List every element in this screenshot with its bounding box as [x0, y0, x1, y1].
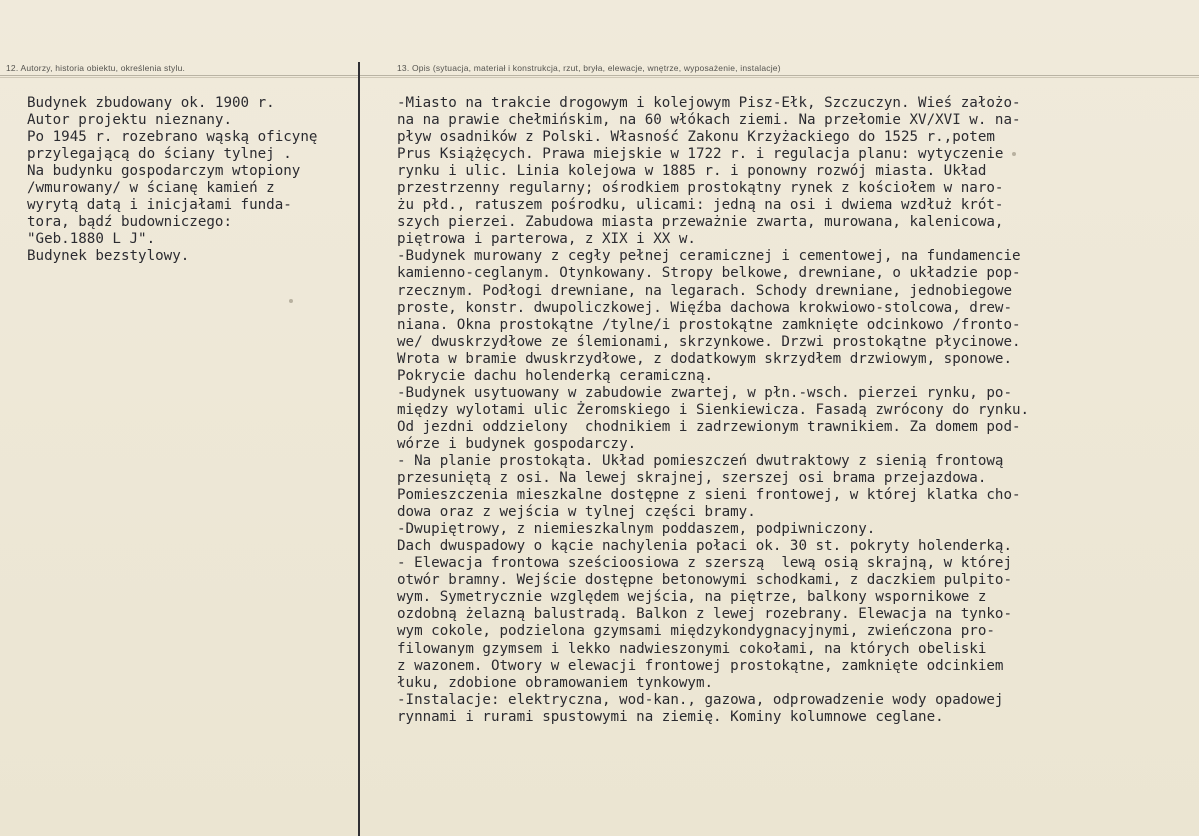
header-rule	[0, 75, 1199, 76]
paper-speck	[289, 299, 293, 303]
history-text-line: tora, bądź budowniczego:	[27, 214, 232, 231]
history-text-line: Budynek bezstylowy.	[27, 248, 190, 265]
description-text-line: pływ osadników z Polski. Własność Zakonu Krzyżackiego do 1525 r.,potem	[397, 129, 995, 146]
description-text-line: rzecznym. Podłogi drewniane, na legarach. Schody drewniane, jednobiegowe	[397, 282, 1012, 299]
description-text-line: -Budynek murowany z cegły pełnej ceramicznej i cementowej, na fundamencie	[397, 248, 1021, 265]
description-text-line: wym cokole, podzielona gzymsami międzykondygnacyjnymi, zwieńczona pro-	[397, 623, 995, 640]
description-text-line: rynku i ulic. Linia kolejowa w 1885 r. i ponowny rozwój miasta. Układ	[397, 163, 987, 180]
history-text-line: Autor projektu nieznany.	[27, 112, 232, 129]
description-text-line: piętrowa i parterowa, z XIX i XX w.	[397, 231, 696, 248]
description-text-line: Prus Książęcych. Prawa miejskie w 1722 r. i regulacja planu: wytyczenie	[397, 146, 1004, 163]
description-text-line: niana. Okna prostokątne /tylne/i prostokątne zamknięte odcinkowo /fronto-	[397, 316, 1021, 333]
description-text-line: otwór bramny. Wejście dostępne betonowymi schodkami, z daczkiem pulpito-	[397, 572, 1012, 589]
history-text-line: Budynek zbudowany ok. 1900 r.	[27, 95, 275, 111]
history-text-line: /wmurowany/ w ścianę kamień z	[27, 180, 275, 197]
description-text-line: łuku, zdobione obramowaniem tynkowym.	[397, 674, 714, 691]
description-text-line: wórze i budynek gospodarczy.	[397, 435, 637, 452]
description-text-line: - Na planie prostokąta. Układ pomieszczeń dwutraktowy z sienią frontową	[397, 452, 1004, 469]
description-text-line: -Miasto na trakcie drogowym i kolejowym Pisz-Ełk, Szczuczyn. Wieś założo-	[397, 95, 1021, 111]
paper-speck	[1012, 152, 1016, 156]
description-text-line: Wrota w bramie dwuskrzydłowe, z dodatkowym skrzydłem drzwiowym, sponowe.	[397, 350, 1012, 367]
history-text-line: Na budynku gospodarczym wtopiony	[27, 163, 301, 180]
description-text-line: przesuniętą z osi. Na lewej skrajnej, szerszej osi brama przejazdowa.	[397, 470, 987, 487]
description-text-line: - Elewacja frontowa sześcioosiowa z szerszą lewą osią skrajną, w której	[397, 555, 1012, 572]
description-text-line: szych pierzei. Zabudowa miasta przeważnie zwarta, murowana, kalenicowa,	[397, 214, 1004, 231]
history-text-line: przylegającą do ściany tylnej .	[27, 146, 292, 163]
description-text-line: we/ dwuskrzydłowe ze ślemionami, skrzynkowe. Drzwi prostokątne płycinowe.	[397, 333, 1021, 350]
description-text-line: Od jezdni oddzielony chodnikiem i zadrzewionym trawnikiem. Za domem pod-	[397, 418, 1021, 435]
description-text-line: -Instalacje: elektryczna, wod-kan., gazowa, odprowadzenie wody opadowej	[397, 691, 1004, 708]
description-text-line: między wylotami ulic Żeromskiego i Sienkiewicza. Fasadą zwrócony do rynku.	[397, 401, 1030, 418]
history-text-line: wyrytą datą i inicjałami funda-	[27, 197, 292, 214]
description-text-line: dowa oraz z wejścia w tylnej części bramy.	[397, 504, 756, 521]
description-text-line: Pomieszczenia mieszkalne dostępne z sieni frontowej, w której klatka cho-	[397, 487, 1021, 504]
history-text-line: "Geb.1880 L J".	[27, 231, 156, 248]
description-text-line: Dach dwuspadowy o kącie nachylenia połaci ok. 30 st. pokryty holenderką.	[397, 538, 1012, 555]
description-text-line: -Budynek usytuowany w zabudowie zwartej, w płn.-wsch. pierzei rynku, po-	[397, 384, 1012, 401]
description-text-line: rynnami i rurami spustowymi na ziemię. Kominy kolumnowe ceglane.	[397, 708, 944, 725]
description-text-line: ozdobną żelazną balustradą. Balkon z lewej rozebrany. Elewacja na tynko-	[397, 606, 1012, 623]
description-text-line: filowanym gzymsem i lekko nadwieszonymi cokołami, na których obeliski	[397, 640, 987, 657]
description-text-line: proste, konstr. dwupoliczkowej. Więźba dachowa krokwiowo-stolcowa, drew-	[397, 299, 1012, 316]
header-rule-secondary	[0, 77, 1199, 78]
description-text-line: wym. Symetrycznie względem wejścia, na piętrze, balkony wspornikowe z	[397, 589, 987, 606]
history-text-line: Po 1945 r. rozebrano wąską oficynę	[27, 129, 318, 146]
section-13-header: 13. Opis (sytuacja, materiał i konstrukcja, rzut, bryła, elewacje, wnętrze, wyposażenie, instalacje)	[397, 63, 781, 73]
column-divider	[358, 62, 360, 836]
description-text-line: kamienno-ceglanym. Otynkowany. Stropy belkowe, drewniane, o układzie pop-	[397, 265, 1021, 282]
history-text-block	[27, 95, 357, 265]
description-text-line: na na prawie chełmińskim, na 60 włókach ziemi. Na przełomie XV/XVI w. na-	[397, 112, 1021, 129]
description-text-block	[397, 95, 1187, 726]
description-text-line: z wazonem. Otwory w elewacji frontowej prostokątne, zamknięte odcinkiem	[397, 657, 1004, 674]
description-text-line: przestrzenny regularny; ośrodkiem prostokątny rynek z kościołem w naro-	[397, 180, 1004, 197]
section-12-header: 12. Autorzy, historia obiektu, określenia stylu.	[6, 63, 186, 73]
description-text-line: Pokrycie dachu holenderką ceramiczną.	[397, 367, 714, 384]
description-text-line: -Dwupiętrowy, z niemieszkalnym poddaszem, podpiwniczony.	[397, 521, 876, 538]
description-text-line: żu płd., ratuszem pośrodku, ulicami: jedną na osi i dwiema wzdłuż krót-	[397, 197, 1004, 214]
